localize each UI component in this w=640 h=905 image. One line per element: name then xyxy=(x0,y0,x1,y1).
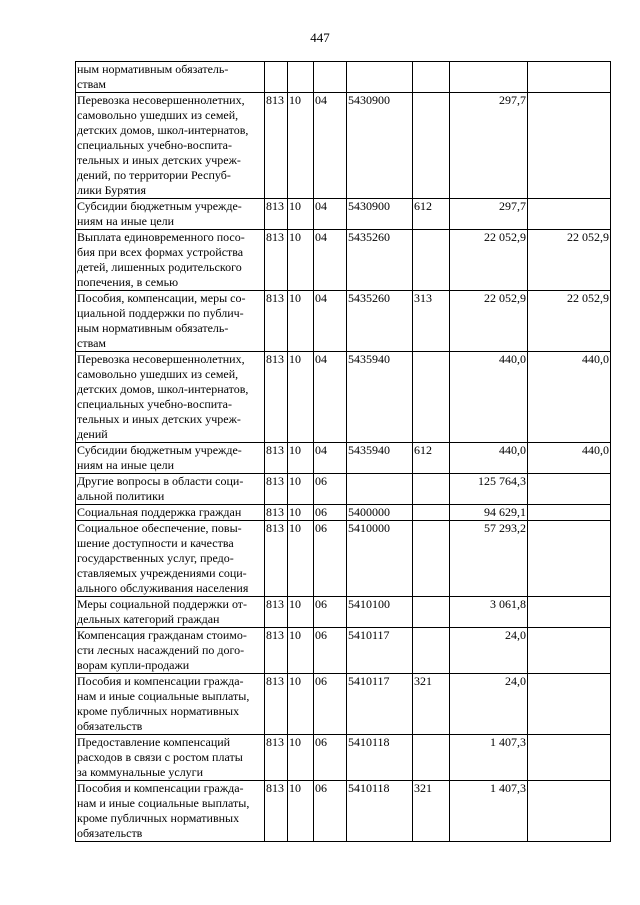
cell-expense-type xyxy=(413,352,450,443)
cell-amount: 24,0 xyxy=(450,674,528,735)
cell-target-article xyxy=(347,62,413,93)
cell-section: 10 xyxy=(288,597,314,628)
cell-ministry-code: 813 xyxy=(265,735,288,781)
item-name-line: Социальная поддержка граждан xyxy=(77,505,242,519)
cell-item-name xyxy=(76,291,265,352)
cell-expense-type xyxy=(413,505,450,521)
cell-expense-type xyxy=(413,230,450,291)
cell-ministry-code: 813 xyxy=(265,352,288,443)
table-row xyxy=(76,735,611,781)
cell-subsection: 04 xyxy=(314,352,347,443)
item-name-line: Компенсация гражданам стоимо- xyxy=(77,628,247,642)
table-row xyxy=(76,443,611,474)
cell-section: 10 xyxy=(288,443,314,474)
cell-target-article: 5410117 xyxy=(347,628,413,674)
cell-amount: 297,7 xyxy=(450,199,528,230)
cell-expense-type: 321 xyxy=(413,781,450,842)
cell-subsection: 04 xyxy=(314,230,347,291)
item-name-line: бия при всех формах устройства xyxy=(77,245,244,259)
cell-expense-type: 321 xyxy=(413,674,450,735)
cell-amount: 22 052,9 xyxy=(450,291,528,352)
cell-section: 10 xyxy=(288,93,314,199)
cell-expense-type xyxy=(413,474,450,505)
cell-ministry-code: 813 xyxy=(265,230,288,291)
cell-section: 10 xyxy=(288,521,314,597)
cell-amount xyxy=(450,62,528,93)
table-row xyxy=(76,352,611,443)
cell-subsection: 06 xyxy=(314,674,347,735)
cell-target-article xyxy=(347,474,413,505)
cell-amount: 3 061,8 xyxy=(450,597,528,628)
item-name-line: попечения, в семью xyxy=(77,275,179,289)
item-name-line: Социальное обеспечение, повы- xyxy=(77,521,242,535)
cell-amount-subvention xyxy=(528,505,611,521)
item-name-line: шение доступности и качества xyxy=(77,536,234,550)
cell-ministry-code: 813 xyxy=(265,199,288,230)
table-row xyxy=(76,781,611,842)
table-row xyxy=(76,674,611,735)
cell-item-name xyxy=(76,443,265,474)
item-name-line: ниям на иные цели xyxy=(77,458,175,472)
cell-amount: 22 052,9 xyxy=(450,230,528,291)
cell-item-name xyxy=(76,597,265,628)
cell-amount-subvention xyxy=(528,628,611,674)
item-name-line: детей, лишенных родительского xyxy=(77,260,242,274)
cell-target-article: 5410118 xyxy=(347,735,413,781)
cell-section xyxy=(288,62,314,93)
cell-expense-type xyxy=(413,93,450,199)
cell-ministry-code xyxy=(265,62,288,93)
table-row xyxy=(76,62,611,93)
cell-target-article: 5435260 xyxy=(347,291,413,352)
item-name-line: государственных услуг, предо- xyxy=(77,551,234,565)
item-name-line: кроме публичных нормативных xyxy=(77,811,240,825)
cell-target-article: 5435940 xyxy=(347,443,413,474)
cell-amount-subvention xyxy=(528,674,611,735)
cell-ministry-code: 813 xyxy=(265,628,288,674)
item-name-line: ального обслуживания населения xyxy=(77,581,249,595)
cell-expense-type xyxy=(413,735,450,781)
cell-expense-type: 612 xyxy=(413,199,450,230)
cell-expense-type: 612 xyxy=(413,443,450,474)
cell-item-name xyxy=(76,93,265,199)
table-row xyxy=(76,505,611,521)
item-name-line: лики Бурятия xyxy=(77,183,146,197)
cell-section: 10 xyxy=(288,352,314,443)
cell-ministry-code: 813 xyxy=(265,521,288,597)
item-name-line: дельных категорий граждан xyxy=(77,612,220,626)
cell-amount-subvention: 440,0 xyxy=(528,443,611,474)
page-number: 447 xyxy=(310,30,330,45)
cell-subsection: 04 xyxy=(314,291,347,352)
item-name-line: специальных учебно-воспита- xyxy=(77,397,232,411)
cell-amount-subvention xyxy=(528,597,611,628)
item-name-line: Субсидии бюджетным учрежде- xyxy=(77,199,242,213)
cell-subsection: 04 xyxy=(314,199,347,230)
cell-section: 10 xyxy=(288,505,314,521)
cell-item-name xyxy=(76,735,265,781)
cell-target-article: 5400000 xyxy=(347,505,413,521)
item-name-line: Субсидии бюджетным учрежде- xyxy=(77,443,242,457)
cell-amount: 1 407,3 xyxy=(450,735,528,781)
table-row xyxy=(76,521,611,597)
cell-target-article: 5410000 xyxy=(347,521,413,597)
item-name-line: самовольно ушедших из семей, xyxy=(77,108,239,122)
cell-target-article: 5410100 xyxy=(347,597,413,628)
cell-amount-subvention xyxy=(528,199,611,230)
cell-target-article: 5410118 xyxy=(347,781,413,842)
cell-ministry-code: 813 xyxy=(265,93,288,199)
item-name-line: ным нормативным обязатель- xyxy=(77,321,229,335)
item-name-line: ствам xyxy=(77,77,106,91)
item-name-line: обязательств xyxy=(77,826,143,840)
item-name-line: ставляемых учреждениями соци- xyxy=(77,566,247,580)
cell-section: 10 xyxy=(288,674,314,735)
cell-subsection: 04 xyxy=(314,93,347,199)
cell-ministry-code: 813 xyxy=(265,674,288,735)
item-name-line: дений xyxy=(77,427,108,441)
cell-subsection: 06 xyxy=(314,505,347,521)
cell-ministry-code: 813 xyxy=(265,291,288,352)
item-name-line: циальной поддержки по публич- xyxy=(77,306,244,320)
cell-amount-subvention xyxy=(528,474,611,505)
cell-amount: 440,0 xyxy=(450,443,528,474)
item-name-line: Предоставление компенсаций xyxy=(77,735,231,749)
item-name-line: альной политики xyxy=(77,489,165,503)
item-name-line: за коммунальные услуги xyxy=(77,765,204,779)
cell-ministry-code: 813 xyxy=(265,443,288,474)
cell-ministry-code: 813 xyxy=(265,597,288,628)
cell-amount-subvention: 440,0 xyxy=(528,352,611,443)
item-name-line: тельных и иных детских учреж- xyxy=(77,412,241,426)
cell-item-name xyxy=(76,199,265,230)
cell-amount-subvention: 22 052,9 xyxy=(528,230,611,291)
cell-item-name xyxy=(76,674,265,735)
item-name-line: ниям на иные цели xyxy=(77,214,175,228)
item-name-line: кроме публичных нормативных xyxy=(77,704,240,718)
item-name-line: сти лесных насаждений по дого- xyxy=(77,643,245,657)
item-name-line: самовольно ушедших из семей, xyxy=(77,367,239,381)
item-name-line: Пособия и компенсации гражда- xyxy=(77,674,244,688)
cell-subsection xyxy=(314,62,347,93)
cell-item-name xyxy=(76,474,265,505)
table-row xyxy=(76,230,611,291)
cell-amount-subvention xyxy=(528,521,611,597)
cell-item-name xyxy=(76,62,265,93)
cell-item-name xyxy=(76,505,265,521)
cell-expense-type xyxy=(413,521,450,597)
cell-item-name xyxy=(76,628,265,674)
cell-amount-subvention: 22 052,9 xyxy=(528,291,611,352)
cell-section: 10 xyxy=(288,474,314,505)
cell-ministry-code: 813 xyxy=(265,505,288,521)
cell-amount: 125 764,3 xyxy=(450,474,528,505)
item-name-line: специальных учебно-воспита- xyxy=(77,138,232,152)
table-row xyxy=(76,199,611,230)
item-name-line: обязательств xyxy=(77,719,143,733)
cell-amount-subvention xyxy=(528,781,611,842)
cell-expense-type xyxy=(413,628,450,674)
cell-item-name xyxy=(76,521,265,597)
cell-section: 10 xyxy=(288,199,314,230)
cell-subsection: 06 xyxy=(314,628,347,674)
item-name-line: ворам купли-продажи xyxy=(77,658,190,672)
table-row xyxy=(76,93,611,199)
table-row xyxy=(76,597,611,628)
cell-target-article: 5430900 xyxy=(347,199,413,230)
cell-subsection: 06 xyxy=(314,521,347,597)
budget-table xyxy=(75,61,611,842)
cell-subsection: 06 xyxy=(314,781,347,842)
cell-subsection: 06 xyxy=(314,474,347,505)
item-name-line: Меры социальной поддержки от- xyxy=(77,597,248,611)
cell-ministry-code: 813 xyxy=(265,474,288,505)
cell-amount-subvention xyxy=(528,93,611,199)
item-name-line: Выплата единовременного посо- xyxy=(77,230,245,244)
item-name-line: расходов в связи с ростом платы xyxy=(77,750,243,764)
cell-amount: 94 629,1 xyxy=(450,505,528,521)
budget-table-body xyxy=(76,62,611,842)
item-name-line: нам и иные социальные выплаты, xyxy=(77,689,250,703)
cell-amount-subvention xyxy=(528,735,611,781)
cell-amount: 297,7 xyxy=(450,93,528,199)
cell-subsection: 06 xyxy=(314,597,347,628)
item-name-line: детских домов, школ-интернатов, xyxy=(77,123,249,137)
cell-amount: 440,0 xyxy=(450,352,528,443)
item-name-line: детских домов, школ-интернатов, xyxy=(77,382,249,396)
cell-section: 10 xyxy=(288,781,314,842)
item-name-line: ным нормативным обязатель- xyxy=(77,62,229,76)
cell-section: 10 xyxy=(288,230,314,291)
cell-amount: 57 293,2 xyxy=(450,521,528,597)
cell-section: 10 xyxy=(288,291,314,352)
item-name-line: Перевозка несовершеннолетних, xyxy=(77,352,245,366)
table-row xyxy=(76,291,611,352)
item-name-line: Другие вопросы в области соци- xyxy=(77,474,244,488)
cell-amount-subvention xyxy=(528,62,611,93)
cell-target-article: 5430900 xyxy=(347,93,413,199)
item-name-line: ствам xyxy=(77,336,106,350)
cell-subsection: 06 xyxy=(314,735,347,781)
item-name-line: Пособия и компенсации гражда- xyxy=(77,781,244,795)
cell-target-article: 5435940 xyxy=(347,352,413,443)
item-name-line: Пособия, компенсации, меры со- xyxy=(77,291,246,305)
cell-section: 10 xyxy=(288,628,314,674)
cell-subsection: 04 xyxy=(314,443,347,474)
cell-target-article: 5410117 xyxy=(347,674,413,735)
cell-item-name xyxy=(76,352,265,443)
cell-expense-type xyxy=(413,597,450,628)
item-name-line: тельных и иных детских учреж- xyxy=(77,153,241,167)
cell-amount: 24,0 xyxy=(450,628,528,674)
item-name-line: Перевозка несовершеннолетних, xyxy=(77,93,245,107)
cell-ministry-code: 813 xyxy=(265,781,288,842)
cell-item-name xyxy=(76,230,265,291)
cell-amount: 1 407,3 xyxy=(450,781,528,842)
cell-item-name xyxy=(76,781,265,842)
table-row xyxy=(76,474,611,505)
cell-expense-type: 313 xyxy=(413,291,450,352)
table-row xyxy=(76,628,611,674)
item-name-line: нам и иные социальные выплаты, xyxy=(77,796,250,810)
cell-expense-type xyxy=(413,62,450,93)
item-name-line: дений, по территории Респуб- xyxy=(77,168,231,182)
cell-section: 10 xyxy=(288,735,314,781)
cell-target-article: 5435260 xyxy=(347,230,413,291)
